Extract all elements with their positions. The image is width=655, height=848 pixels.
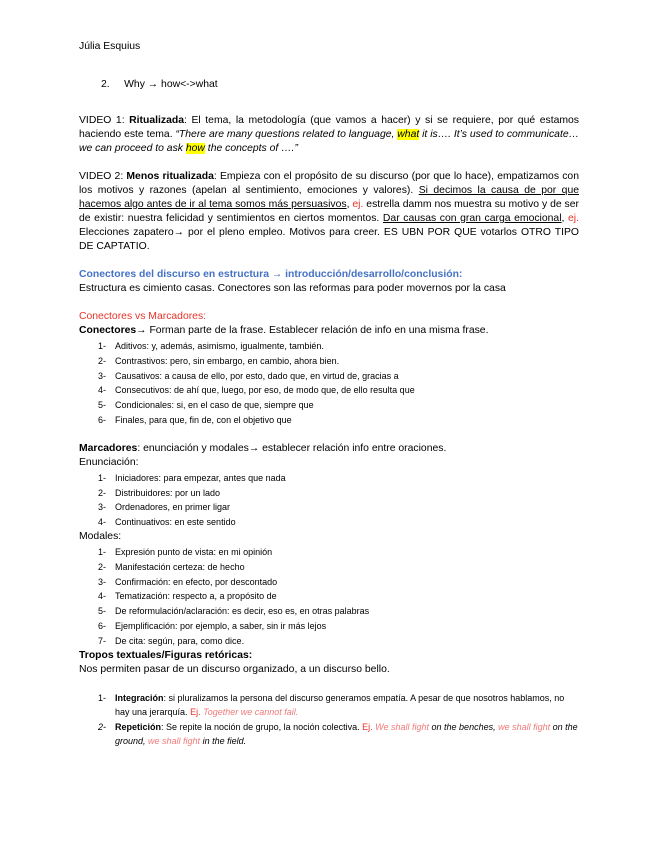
spacer bbox=[79, 254, 579, 268]
highlight-what: what bbox=[397, 129, 420, 140]
spacer bbox=[79, 156, 579, 170]
video1-title: Ritualizada bbox=[129, 115, 185, 126]
video1-quote-b: it is…. It’s used to communicate… we can proceed to ask bbox=[79, 129, 580, 154]
list-item: 5- De reformulación/aclaración: es decir, eso es, en otras palabras bbox=[98, 606, 370, 617]
video1-quote-c: the concepts of ….” bbox=[204, 143, 298, 154]
author-name: Júlia Esquius bbox=[79, 41, 141, 52]
list-item: 6- Ejemplificación: por ejemplo, a saber, sin ir más lejos bbox=[98, 620, 327, 631]
video2-sep1: , bbox=[346, 199, 353, 210]
list-item: 4- Continuativos: en este sentido bbox=[98, 517, 236, 528]
enunciacion-label: Enunciación: bbox=[79, 456, 139, 468]
tropos-list bbox=[79, 691, 579, 749]
conectores-line bbox=[79, 324, 579, 338]
list-item: 3- Confirmación: en efecto, por descontado bbox=[98, 576, 278, 587]
video1-quote-a: “There are many questions related to language, bbox=[175, 129, 398, 140]
video2-label: VIDEO 2: bbox=[79, 171, 127, 182]
list-item-why-how-what bbox=[79, 78, 579, 92]
video2-underline1: Si decimos la causa de por que hacemos algo antes de ir al tema somos más persuasivos bbox=[79, 185, 579, 210]
video2-desc1: : Empieza con el propósito de su discurso (por que lo hace), empatizamos con los motivos y razones (apelan al sentimiento, emociones y valores). bbox=[79, 171, 579, 196]
estructura-text: Estructura es cimiento casas. Conectores son las reformas para poder movernos por la casa bbox=[79, 283, 506, 294]
list-number: 2. bbox=[101, 79, 110, 90]
video2-desc3: Elecciones zapatero→ por el pleno empleo. Motivos para creer. ES UBN POR QUE votarlos OTRO TIPO DE CAPTATIO. bbox=[79, 227, 579, 252]
list-item: 6- Finales, para que, fin de, con el objetivo que bbox=[98, 414, 292, 425]
list-item: 1- Expresión punto de vista: en mi opinión bbox=[98, 546, 273, 557]
highlight-how: how bbox=[185, 143, 205, 154]
tropos-desc: Nos permiten pasar de un discurso organizado, a un discurso bello. bbox=[79, 663, 390, 675]
conectores-heading: Conectores del discurso en estructura → introducción/desarrollo/conclusión: bbox=[79, 269, 463, 280]
video1-paragraph bbox=[79, 114, 579, 156]
spacer bbox=[79, 296, 579, 310]
conectores-list bbox=[79, 339, 579, 428]
enunciacion-list bbox=[79, 471, 579, 530]
list-item: 1- Aditivos: y, además, asimismo, igualmente, también. bbox=[98, 341, 324, 351]
tropos-heading: Tropos textuales/Figuras retóricas: bbox=[79, 649, 253, 661]
list-item-integracion: 1- Integración: si pluralizamos la persona del discurso generamos empatía. A pesar de que nosotros hablamos, no hay una jerarquía. Ej. Together we cannot fail. bbox=[98, 692, 565, 717]
video2-title: Menos ritualizada bbox=[126, 171, 214, 182]
modales-label: Modales: bbox=[79, 530, 122, 542]
list-text: Why → how<->what bbox=[124, 79, 218, 90]
marcadores-title: Marcadores bbox=[79, 442, 138, 454]
video2-sep2: , bbox=[561, 213, 569, 224]
list-item: 2- Distribuidores: por un lado bbox=[98, 487, 221, 498]
conectores-vs-marcadores-heading: Conectores vs Marcadores: bbox=[79, 311, 207, 322]
conectores-desc: → Forman parte de la frase. Establecer relación de info en una misma frase. bbox=[136, 325, 489, 336]
list-item: 4- Consecutivos: de ahí que, luego, por eso, de modo que, de ello resulta que bbox=[98, 385, 415, 396]
video2-underline2: Dar causas con gran carga emocional bbox=[382, 213, 562, 224]
video2-ej2: ej. bbox=[568, 213, 579, 224]
video2-ej1: ej. bbox=[352, 199, 364, 210]
list-item: 7- De cita: según, para, como dice. bbox=[98, 635, 245, 646]
video1-desc: : El tema, la metodología (que vamos a hacer) y si se requiere, por qué estamos haciendo este tema. bbox=[79, 115, 579, 140]
video1-label: VIDEO 1: bbox=[79, 115, 130, 126]
marcadores-desc: : enunciación y modales→ establecer relación info entre oraciones. bbox=[137, 442, 447, 454]
spacer bbox=[79, 428, 579, 442]
spacer bbox=[79, 677, 579, 691]
video2-desc2: estrella damm nos muestra su motivo y de ser de existir: nuestra felicidad y sentimientos en ciertos momentos. bbox=[79, 199, 579, 224]
conectores-title: Conectores bbox=[79, 325, 137, 336]
list-item: 2- Contrastivos: pero, sin embargo, en cambio, ahora bien. bbox=[98, 355, 340, 366]
list-item: 1- Iniciadores: para empezar, antes que nada bbox=[98, 472, 286, 483]
list-item: 4- Tematización: respecto a, a propósito de bbox=[98, 591, 277, 602]
list-item: 3- Ordenadores, en primer ligar bbox=[98, 502, 231, 513]
list-item: 3- Causativos: a causa de ello, por esto, dado que, en virtud de, gracias a bbox=[98, 370, 399, 381]
list-item: 2- Manifestación certeza: de hecho bbox=[98, 561, 245, 572]
modales-list bbox=[79, 545, 579, 649]
list-item-repeticion: 2- Repetición: Se repite la noción de grupo, la noción colectiva. Ej. We shall fight on the benches, we shall fight on the ground, we shall fight in the field. bbox=[98, 721, 578, 747]
video2-paragraph bbox=[79, 170, 579, 254]
marcadores-line bbox=[79, 442, 579, 456]
list-item: 5- Condicionales: si, en el caso de que, siempre que bbox=[98, 400, 314, 411]
